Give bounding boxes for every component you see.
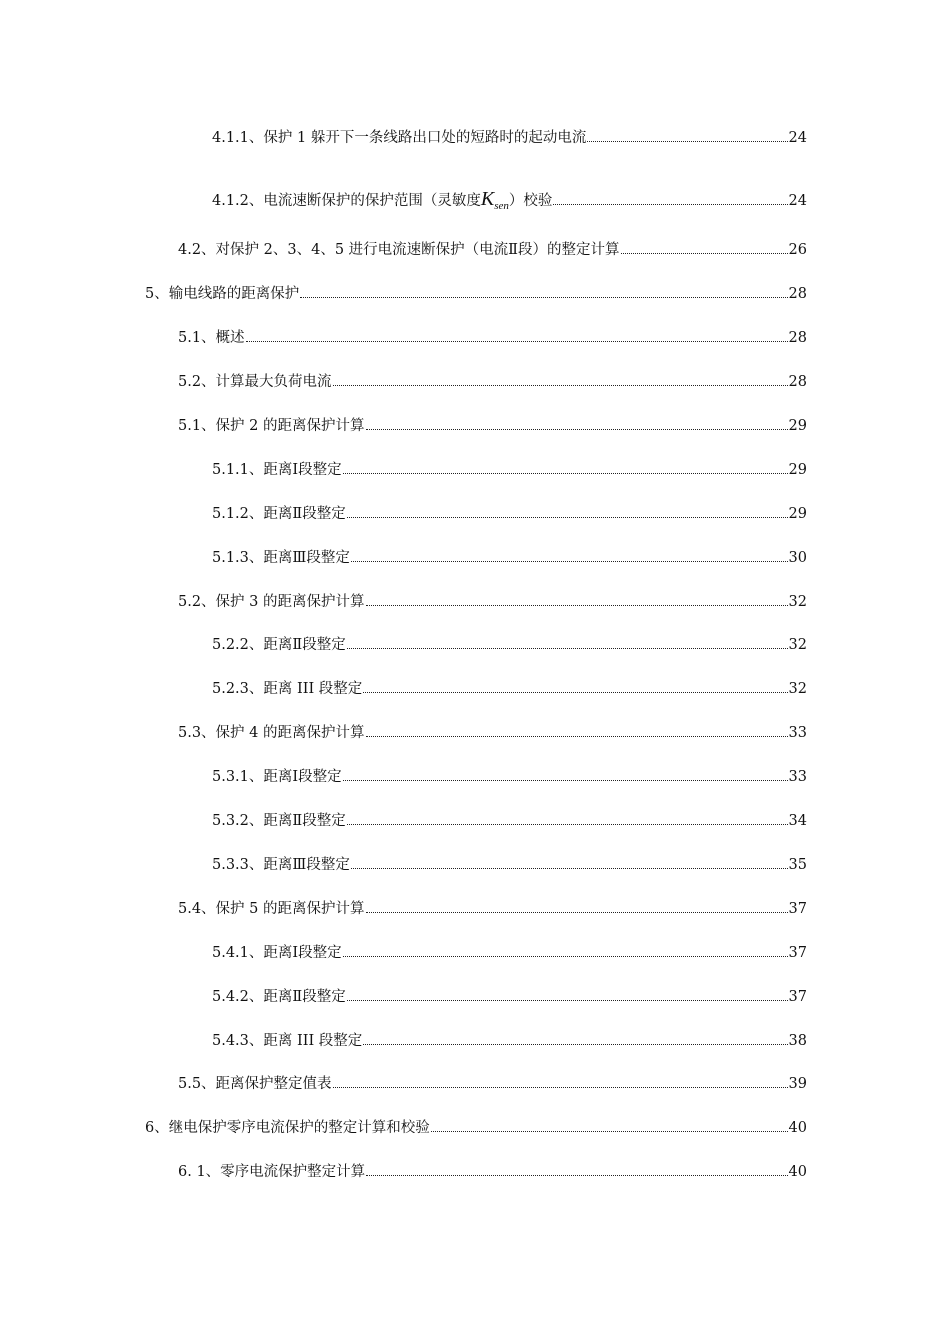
toc-leader-dots [343,473,788,474]
toc-page-number: 32 [788,637,807,653]
toc-entry-6-1[interactable] [178,1161,807,1183]
toc-entry-6[interactable] [145,1117,807,1139]
toc-page-number: 33 [788,725,807,741]
toc-leader-dots [366,912,788,913]
toc-entry-5-4-protection-5[interactable] [178,898,807,920]
toc-entry-4-1-1[interactable] [212,127,807,149]
toc-entry-5-3-3[interactable] [212,854,807,876]
toc-page-number: 34 [788,813,807,829]
toc-entry-5[interactable] [145,283,807,305]
toc-leader-dots [431,1131,788,1132]
toc-leader-dots [246,341,788,342]
toc-entry-5-1-1[interactable] [212,459,807,481]
toc-entry-text: 5.1.3、距离Ⅲ段整定 [212,550,350,566]
toc-entry-text-after: ）校验 [508,193,553,209]
toc-leader-dots [333,1087,788,1088]
toc-leader-dots [621,253,788,254]
toc-leader-dots [343,780,788,781]
toc-entry-text: 4.1.1、保护 1 躲开下一条线路出口处的短路时的起动电流 [212,130,587,146]
toc-entry-5-2-2[interactable] [212,634,807,656]
toc-entry-text: 5.2.2、距离Ⅱ段整定 [212,637,346,653]
toc-page-number: 24 [788,130,807,146]
toc-entry-text [212,188,552,217]
toc-entry-4-2[interactable] [178,239,807,261]
toc-leader-dots [300,297,787,298]
toc-leader-dots [363,692,787,693]
toc-leader-dots [366,429,788,430]
toc-leader-dots [587,141,787,142]
toc-entry-5-1-2[interactable] [212,503,807,525]
toc-entry-text: 5.3、保护 4 的距离保护计算 [178,725,365,741]
toc-entry-text: 5.4.1、距离Ⅰ段整定 [212,945,342,961]
toc-page-number: 40 [788,1120,807,1136]
toc-entry-text: 5.3.1、距离Ⅰ段整定 [212,769,342,785]
toc-entry-text: 4.2、对保护 2、3、4、5 进行电流速断保护（电流Ⅱ段）的整定计算 [178,242,620,258]
toc-entry-5-1[interactable] [178,327,807,349]
toc-entry-text: 6. 1、零序电流保护整定计算 [178,1164,366,1180]
toc-entry-text: 6、继电保护零序电流保护的整定计算和校验 [145,1120,430,1136]
toc-page-number: 40 [788,1164,807,1180]
toc-entry-text: 5.1、概述 [178,330,245,346]
math-subscript-sen: sen [494,200,509,212]
toc-entry-text: 5.4.3、距离 III 段整定 [212,1033,363,1049]
toc-entry-text-before: 4.1.2、电流速断保护的保护范围（灵敏度 [212,193,481,209]
toc-leader-dots [347,824,788,825]
toc-leader-dots [366,605,788,606]
toc-page-number: 32 [788,594,807,610]
toc-page-number: 30 [788,550,807,566]
toc-leader-dots [333,385,788,386]
toc-page-number: 37 [788,901,807,917]
toc-entry-5-4-2[interactable] [212,986,807,1008]
toc-entry-5-3-2[interactable] [212,810,807,832]
toc-entry-5-2-3[interactable] [212,678,807,700]
toc-entry-5-5[interactable] [178,1073,807,1095]
toc-page-number: 33 [788,769,807,785]
toc-page-number: 28 [788,330,807,346]
toc-entry-text: 5、输电线路的距离保护 [145,286,300,302]
toc-leader-dots [351,561,788,562]
toc-entry-text: 5.3.2、距离Ⅱ段整定 [212,813,346,829]
toc-entry-text: 5.1、保护 2 的距离保护计算 [178,418,365,434]
toc-entry-text: 5.1.2、距离Ⅱ段整定 [212,506,346,522]
toc-entry-5-4-1[interactable] [212,942,807,964]
toc-entry-text: 5.3.3、距离Ⅲ段整定 [212,857,350,873]
toc-leader-dots [363,1044,787,1045]
toc-page-number: 38 [788,1033,807,1049]
toc-leader-dots [343,956,788,957]
toc-entry-5-3-1[interactable] [212,766,807,788]
toc-leader-dots [347,648,788,649]
toc-entry-text: 5.1.1、距离Ⅰ段整定 [212,462,342,478]
toc-entry-text: 5.4.2、距离Ⅱ段整定 [212,989,346,1005]
toc-leader-dots [366,736,788,737]
toc-page-number: 28 [788,286,807,302]
toc-page-number: 32 [788,681,807,697]
toc-leader-dots [366,1175,787,1176]
toc-entry-text: 5.2.3、距离 III 段整定 [212,681,363,697]
toc-entry-5-1-3[interactable] [212,547,807,569]
toc-entry-text: 5.5、距离保护整定值表 [178,1076,332,1092]
toc-entry-5-2-protection-3[interactable] [178,591,807,613]
toc-entry-text: 5.2、保护 3 的距离保护计算 [178,594,365,610]
toc-page-number: 29 [788,462,807,478]
toc-page-number: 37 [788,989,807,1005]
toc-leader-dots [347,1000,788,1001]
toc-page-number: 28 [788,374,807,390]
toc-entry-text: 5.2、计算最大负荷电流 [178,374,332,390]
toc-page-number: 26 [788,242,807,258]
toc-entry-5-1-protection-2[interactable] [178,415,807,437]
toc-page-number: 29 [788,506,807,522]
toc-entry-text: 5.4、保护 5 的距离保护计算 [178,901,365,917]
toc-page-number: 39 [788,1076,807,1092]
toc-leader-dots [553,204,787,205]
math-variable-k: K [480,188,495,210]
toc-entry-4-1-2[interactable] [212,188,807,210]
toc-entry-5-2[interactable] [178,371,807,393]
toc-page-number: 29 [788,418,807,434]
toc-page-number: 37 [788,945,807,961]
toc-page-number: 24 [788,193,807,209]
toc-entry-5-3-protection-4[interactable] [178,722,807,744]
toc-leader-dots [351,868,788,869]
toc-leader-dots [347,517,788,518]
toc-page-number: 35 [788,857,807,873]
toc-entry-5-4-3[interactable] [212,1030,807,1052]
